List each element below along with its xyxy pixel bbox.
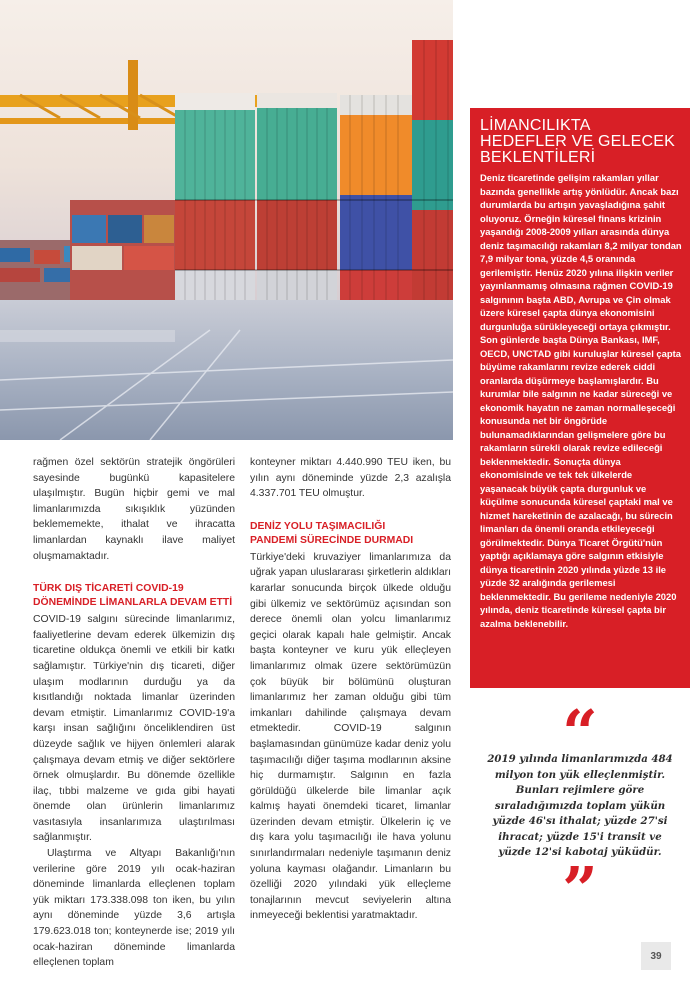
paragraph: konteyner miktarı 4.440.990 TEU iken, bu yılın aynı döneminde yüzde 2,3 azalışla 4.337.701 TEU olmuştur. bbox=[250, 457, 451, 500]
paragraph: rağmen özel sektörün stratejik öngörüleri sayesinde bugünkü kapasitelere ulaşılmıştır. Bugün hiçbir gemi ve mal limanlarımızda sıkışıklık yüzünden beklememekte, ithalat ve ihracatta limanlardan kaynaklı ilave maliyet oluşmamaktadır. bbox=[33, 457, 235, 562]
sidebar-body: Deniz ticaretinde gelişim rakamları yıllar bazında genellikle artış yönlüdür. Ancak bazı durumlarda bu artışın yavaşladığına şahit oluyoruz. Örneğin küresel finans krizinin yaşandığı 2008-2009 yılları arasında dünya deniz taşımacılığı rakamları 8,2 milyar tondan 7,9 milyar tona, yüzde 4,5 oranında gerilemiştir. Henüz 2020 yılına ilişkin veriler yayınlanmamış olmasına rağmen COVID-19 salgınının başta ABD, Avrupa ve Çin olmak üzere küresel çapta dünya ekonomisini durgunluğa sürükleyeceği ortaya çıkmıştır. Son günlerde başta Dünya Bankası, IMF, OECD, UNCTAD gibi kuruluşlar küresel çapta büyüme rakamlarını revize ederek ciddi oranlarda düşürmeye başlamışlardır. Bu kurumlar bile salgının ne kadar süreceği ve ekonomik hayatın ne zaman normalleşeceği konusunda net bir öngörüde bulunamadıklarından gelişmelere göre bu rakamların sürekli olarak revize edileceği beklenmektedir. Sonuçta dünya ekonomisinde ve tek tek ülkelerde yaşanacak büyük çapta durgunluk ve küçülme sonucunda küresel çaptaki mal ve hizmet hareketinin de azalacağı, bu sürecin limanları da önemli oranda etkileyeceği görülmektedir. Dünya Ticaret Örgütü'nün yaptığı açıklamaya göre salgının etkisiyle dünya ticaretinin 2020 yılında yüzde 13 ile yüzde 32 aralığında gerilemesi beklenmektedir. Bu gerileme nedeniyle 2020 yılında, deniz ticaretinde küresel çapta bir azalma beklenebilir. bbox=[480, 172, 682, 629]
quote-close-icon: ” bbox=[562, 852, 598, 926]
sidebar-title bbox=[480, 118, 682, 166]
section-heading bbox=[33, 582, 235, 610]
article-column-1 bbox=[33, 455, 235, 971]
paragraph: Ulaştırma ve Altyapı Bakanlığı'nın verilerine göre 2019 yılı ocak-haziran döneminde limanlarda elleçlenen toplam yük miktarı 173.338.098 ton iken, bu yılın aynı döneminde yüzde 3,6 artışla 179.623.018 ton; konteynerde ise; 2019 yılı ocak-haziran döneminde limanlarda elleçlenen toplam bbox=[33, 848, 235, 969]
sidebar-title-line: LİMANCILIKTA bbox=[480, 117, 591, 134]
sidebar-title-line: BEKLENTİLERİ bbox=[480, 149, 596, 166]
quote-open-icon: “ bbox=[562, 696, 598, 769]
heading-line: PANDEMİ SÜRECİNDE DURMADI bbox=[250, 534, 414, 546]
heading-line: DÖNEMİNDE LİMANLARLA DEVAM ETTİ bbox=[33, 597, 233, 609]
pull-quote bbox=[470, 696, 690, 926]
quote-text: 2019 yılında limanlarımızda 484 milyon ton yük elleçlenmiştir. Bunları rejimlere göre sıraladığımızda toplam yükün yüzde 46'sı ithalat; yüzde 27'si ihracat; yüzde 15'i transit ve yüzde 12'si kabotaj yüküdür. bbox=[487, 753, 673, 858]
sidebar-title-line: HEDEFLER VE GELECEK bbox=[480, 133, 675, 150]
article-column-2 bbox=[250, 455, 451, 924]
container-port-photo bbox=[0, 0, 453, 440]
sidebar-box bbox=[470, 108, 690, 688]
page-number: 39 bbox=[641, 942, 671, 970]
hero-image bbox=[0, 0, 453, 440]
heading-line: DENİZ YOLU TAŞIMACILIĞI bbox=[250, 520, 386, 532]
heading-line: TÜRK DIŞ TİCARETİ COVID-19 bbox=[33, 583, 184, 595]
paragraph: Türkiye'deki kruvaziyer limanlarımıza da uğrak yapan uluslararası şirketlerin aldıkları kararlar sonucunda birçok ülkede olduğu gibi ülkemiz ve sektörümüz açısından son derece önemli olan yolcu limanlarımız geçici olarak kapalı hale gelmiştir. Ancak başta konteyner ve kuru yük elleçleyen limanlarımız olmak üzere sektörümüzün çok büyük bir bölümünü oluşturan limanlarımız her zaman olduğu gibi tüm imkanları dahilinde çalışmaya devam etmektedir. COVID-19 salgının başlamasından günümüze kadar deniz yolu taşımacılığı diğer taşıma modlarının aksine hiç durmamıştır. Salgının en fazla görüldüğü ülkelerde bile limanlar açık kalmış hayati önemdeki ticaret, limanlar üzerinden devam etmiştir. Ülkelerin iç ve dış kara yolu taşımacılığı ile hava yolunu sınırlandırmaları nedeniyle taşımanın deniz yoluna kayması olağandır. Limanların bu özelliği 2020 yılındaki yük elleçleme tonajlarının mevcut seviyelerin altına inmeyeceği beklentisi yaratmaktadır. bbox=[250, 551, 451, 922]
paragraph: COVID-19 salgını sürecinde limanlarımız, faaliyetlerine devam ederek ülkemizin dış ticaretine oldukça önemli ve etkili bir katkı sağlamıştır. Türkiye'nin dış ticareti, diğer ulaşım modlarının durduğu ya da kısıtlandığı noktada limanlar üzerinden devam etmiştir. Limanlarımız COVID-19'a karşı insan sağlığını önceliklendiren üst düzeyde sağlık ve hijyen önlemleri alarak çalışmaya devam etmiş ve diğer sektörlere örnek olmuşlardır. Bu dönemde özellikle ilaç, tıbbi malzeme ve gıda gibi hayati önemde olan ürünlerin limanlarımız vasıtasıyla insanlarımıza ulaştırılması sağlanmıştır. bbox=[33, 614, 235, 844]
section-heading bbox=[250, 520, 451, 548]
